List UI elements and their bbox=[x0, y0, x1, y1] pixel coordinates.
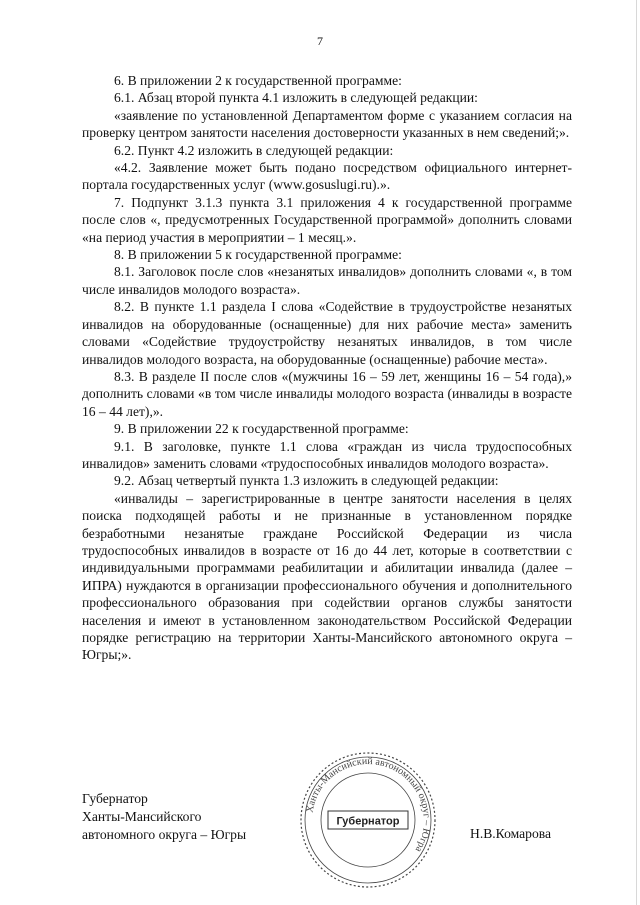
paragraph-8-1: 8.1. Заголовок после слов «незанятых инвалидов» дополнить словами «, в том числе инвалидов молодого возраста». bbox=[82, 264, 572, 297]
paragraph-6-1-quote: «заявление по установленной Департаментом форме с указанием согласия на проверку центром занятости населения достоверности указанных в нем сведений;». bbox=[82, 107, 572, 141]
signature-title-line-2: Ханты-Мансийского bbox=[82, 809, 202, 824]
paragraph-8: 8. В приложении 5 к государственной программе: bbox=[114, 247, 402, 263]
page-number: 7 bbox=[317, 34, 323, 48]
paragraph-9-1: 9.1. В заголовке, пункте 1.1 слова «граждан из числа трудоспособных инвалидов» заменить словами «трудоспособных инвалидов молодого возраста». bbox=[82, 438, 572, 471]
paragraph-6-2: 6.2. Пункт 4.2 изложить в следующей редакции: bbox=[114, 142, 394, 158]
signature-title-line-1: Губернатор bbox=[82, 791, 148, 806]
paragraph-7: 7. Подпункт 3.1.3 пункта 3.1 приложения 4 к государственной программе после слов «, предусмотренных Государственной программой» дополнить словами «на период участия в мероприятии – 1 месяц.». bbox=[82, 194, 572, 245]
paragraph-6: 6. В приложении 2 к государственной программе: bbox=[114, 73, 402, 88]
seal-ring-text: Ханты-Мансийский автономный округ – Югра bbox=[304, 755, 433, 854]
paragraph-9: 9. В приложении 22 к государственной программе: bbox=[114, 421, 409, 437]
signature-block bbox=[82, 790, 246, 844]
seal-center-text: Губернатор bbox=[336, 815, 400, 828]
paragraph-9-2-quote: «инвалиды – зарегистрированные в центре занятости населения в целях поиска подходящей работы и не признанные в установленном порядке безработными незанятые граждане Российской Федерации из числа трудоспособных инвалидов в возрасте от 16 до 44 лет, которые в соответствии с индивидуальными программами реабилитации и абилитации инвалида (далее – ИПРА) нуждаются в организации профессионального обучения и дополнительного профессионального образования при содействии органов службы занятости населения и имеют в установленном законодательством Российской Федерации порядке регистрацию на территории Ханты-Мансийского автономного округа – Югры;». bbox=[82, 490, 572, 663]
paragraph-8-2: 8.2. В пункте 1.1 раздела I слова «Содействие в трудоустройстве незанятых инвалидов на оборудованные (оснащенные) для них рабочие места» заменить словами «Содействие трудоустройству незанятых инвалидов, в том числе инвалидов молодого возраста, на оборудованные (оснащенные) рабочие места». bbox=[82, 299, 572, 367]
paragraph-6-2-quote: «4.2. Заявление может быть подано посредством официального интернет-портала государственных услуг (www.gosuslugi.ru).». bbox=[82, 160, 572, 193]
document-body bbox=[82, 72, 572, 664]
paragraph-6-1: 6.1. Абзац второй пункта 4.1 изложить в следующей редакции: bbox=[114, 90, 478, 106]
paragraph-9-2: 9.2. Абзац четвертый пункта 1.3 изложить в следующей редакции: bbox=[114, 473, 499, 489]
scan-edge-line bbox=[636, 0, 637, 905]
paragraph-8-3: 8.3. В разделе II после слов «(мужчины 16 – 59 лет, женщины 16 – 54 года),» дополнить словами «в том числе инвалиды молодого возраста (инвалиды в возрасте 16 – 44 лет),». bbox=[82, 368, 572, 419]
signature-title-line-3: автономного округа – Югры bbox=[82, 827, 247, 842]
official-seal bbox=[298, 750, 438, 890]
signer-name: Н.В.Комарова bbox=[470, 826, 552, 841]
